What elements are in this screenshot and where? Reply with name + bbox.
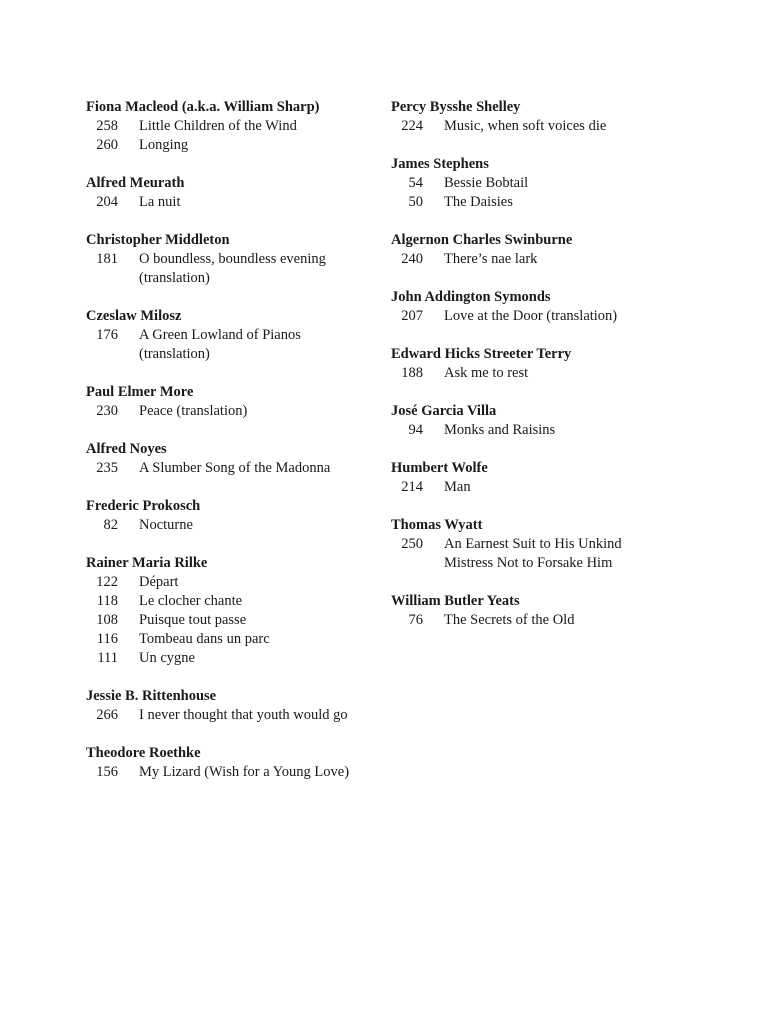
- author-block-edward-hicks-streeter-terry: [391, 345, 691, 383]
- poem-title-text: The Daisies: [444, 194, 513, 210]
- poem-title-text: Little Children of the Wind: [139, 118, 297, 134]
- index-entry: [86, 763, 381, 782]
- page-number: 250: [401, 536, 423, 552]
- index-entry: [391, 421, 691, 440]
- index-entry: [86, 573, 381, 592]
- poem-title: [139, 402, 381, 421]
- author-name: Frederic Prokosch: [86, 498, 201, 514]
- page-number: 50: [408, 194, 423, 210]
- page-number: 111: [97, 650, 118, 666]
- author-block-thomas-wyatt: [391, 516, 691, 573]
- author-block-alfred-noyes: [86, 440, 381, 478]
- page-number: 224: [401, 118, 423, 134]
- page-number: 204: [96, 194, 118, 210]
- author-name: Paul Elmer More: [86, 384, 194, 400]
- poem-title: [139, 459, 381, 478]
- poem-title: [139, 706, 381, 725]
- page-number: 118: [96, 593, 118, 609]
- poem-title-text: O boundless, boundless evening: [139, 251, 326, 267]
- index-entry: [86, 136, 381, 155]
- poem-title-text: Nocturne: [139, 517, 193, 533]
- index-entry: [86, 250, 381, 288]
- page-number: 54: [408, 175, 423, 191]
- author-name: Christopher Middleton: [86, 232, 230, 248]
- page-number: 181: [96, 251, 118, 267]
- author-name: Percy Bysshe Shelley: [391, 99, 521, 115]
- author-name: José Garcia Villa: [391, 403, 497, 419]
- author-name: Edward Hicks Streeter Terry: [391, 346, 572, 362]
- poem-title: [139, 630, 381, 649]
- page-number: 76: [408, 612, 423, 628]
- poem-title-continuation: (translation): [139, 346, 210, 362]
- index-entry: [86, 459, 381, 478]
- page-number: 266: [96, 707, 118, 723]
- poem-title: [139, 763, 381, 782]
- author-block-algernon-charles-swinburne: [391, 231, 691, 269]
- poem-title: [139, 649, 381, 668]
- author-name: Algernon Charles Swinburne: [391, 232, 573, 248]
- poem-title-text: La nuit: [139, 194, 181, 210]
- poem-title: [444, 364, 691, 383]
- poem-title: [139, 592, 381, 611]
- author-block-john-addington-symonds: [391, 288, 691, 326]
- author-name: Czeslaw Milosz: [86, 308, 182, 324]
- poem-title: [139, 573, 381, 592]
- author-name: Rainer Maria Rilke: [86, 555, 208, 571]
- poem-title-text: Un cygne: [139, 650, 195, 666]
- poem-title: [444, 535, 691, 573]
- poem-title-text: Puisque tout passe: [139, 612, 247, 628]
- index-entry: [391, 307, 691, 326]
- author-block-percy-bysshe-shelley: [391, 98, 691, 136]
- page-number: 188: [401, 365, 423, 381]
- author-block-humbert-wolfe: [391, 459, 691, 497]
- page-number: 230: [96, 403, 118, 419]
- page-number: 176: [96, 327, 118, 343]
- poem-title-text: An Earnest Suit to His Unkind: [444, 536, 622, 552]
- page-number: 122: [96, 574, 118, 590]
- poem-title-text: A Green Lowland of Pianos: [139, 327, 301, 343]
- page-number: 108: [96, 612, 118, 628]
- author-block-paul-elmer-more: [86, 383, 381, 421]
- poem-title-text: Peace (translation): [139, 403, 248, 419]
- author-name: Alfred Noyes: [86, 441, 167, 457]
- author-block-theodore-roethke: [86, 744, 381, 782]
- page-number: 258: [96, 118, 118, 134]
- author-block-czeslaw-milosz: [86, 307, 381, 364]
- index-entry: [391, 174, 691, 193]
- author-block-alfred-meurath: [86, 174, 381, 212]
- poem-title-text: Man: [444, 479, 471, 495]
- poem-title-text: Départ: [139, 574, 179, 590]
- poem-title-text: Longing: [139, 137, 189, 153]
- author-name: Jessie B. Rittenhouse: [86, 688, 217, 704]
- poem-title: [139, 193, 381, 212]
- page-number: 214: [401, 479, 423, 495]
- index-entry: [86, 611, 381, 630]
- index-entry: [391, 364, 691, 383]
- index-column-left: [86, 98, 381, 801]
- author-name: James Stephens: [391, 156, 489, 172]
- poem-title: [139, 516, 381, 535]
- poem-title-text: Love at the Door (translation): [444, 308, 618, 324]
- index-entry: [391, 250, 691, 269]
- index-entry: [86, 117, 381, 136]
- index-entry: [86, 630, 381, 649]
- poem-title: [139, 136, 381, 155]
- poem-title: [444, 174, 691, 193]
- poem-title: [444, 478, 691, 497]
- index-entry: [391, 117, 691, 136]
- index-entry: [391, 478, 691, 497]
- author-name: Fiona Macleod (a.k.a. William Sharp): [86, 99, 320, 115]
- author-name: Humbert Wolfe: [391, 460, 488, 476]
- author-block-rainer-maria-rilke: [86, 554, 381, 668]
- poem-title-continuation: (translation): [139, 270, 210, 286]
- poem-title-continuation: Mistress Not to Forsake Him: [444, 555, 613, 571]
- index-entry: [86, 193, 381, 212]
- index-entry: [86, 402, 381, 421]
- author-block-william-butler-yeats: [391, 592, 691, 630]
- poem-title-text: Ask me to rest: [444, 365, 529, 381]
- poem-title: [444, 611, 691, 630]
- index-entry: [86, 592, 381, 611]
- author-block-jessie-b-rittenhouse: [86, 687, 381, 725]
- poem-title-text: Tombeau dans un parc: [139, 631, 270, 647]
- index-entry: [86, 706, 381, 725]
- author-name: William Butler Yeats: [391, 593, 520, 609]
- page-number: 240: [401, 251, 423, 267]
- author-block-jose-garcia-villa: [391, 402, 691, 440]
- author-block-christopher-middleton: [86, 231, 381, 288]
- poem-title: [139, 611, 381, 630]
- index-entry: [86, 516, 381, 535]
- page-number: 235: [96, 460, 118, 476]
- poem-title-text: I never thought that youth would go: [139, 707, 348, 723]
- index-entry: [391, 535, 691, 573]
- page-number: 82: [103, 517, 118, 533]
- author-name: Alfred Meurath: [86, 175, 185, 191]
- author-block-james-stephens: [391, 155, 691, 212]
- poem-title: [444, 250, 691, 269]
- page-number: 207: [401, 308, 423, 324]
- author-block-frederic-prokosch: [86, 497, 381, 535]
- author-name: John Addington Symonds: [391, 289, 551, 305]
- poem-title: [139, 326, 381, 364]
- index-entry: [86, 326, 381, 364]
- page-number: 156: [96, 764, 118, 780]
- poem-title-text: Music, when soft voices die: [444, 118, 607, 134]
- page-number: 94: [408, 422, 423, 438]
- poem-title: [444, 421, 691, 440]
- page-number: 116: [96, 631, 118, 647]
- poem-title-text: Bessie Bobtail: [444, 175, 529, 191]
- page-number: 260: [96, 137, 118, 153]
- poem-title-text: My Lizard (Wish for a Young Love): [139, 764, 350, 780]
- poem-title: [139, 250, 381, 288]
- index-column-right: [391, 98, 691, 649]
- index-entry: [391, 193, 691, 212]
- author-name: Theodore Roethke: [86, 745, 201, 761]
- index-entry: [86, 649, 381, 668]
- poem-title-text: The Secrets of the Old: [444, 612, 575, 628]
- poem-title-text: Monks and Raisins: [444, 422, 556, 438]
- poem-title-text: There’s nae lark: [444, 251, 538, 267]
- index-entry: [391, 611, 691, 630]
- poem-title: [444, 117, 691, 136]
- author-block-fiona-macleod-a-k-a-william-sharp: [86, 98, 381, 155]
- poem-title: [139, 117, 381, 136]
- poem-title-text: Le clocher chante: [139, 593, 243, 609]
- poem-title: [444, 193, 691, 212]
- author-name: Thomas Wyatt: [391, 517, 483, 533]
- poem-title: [444, 307, 691, 326]
- poem-title-text: A Slumber Song of the Madonna: [139, 460, 331, 476]
